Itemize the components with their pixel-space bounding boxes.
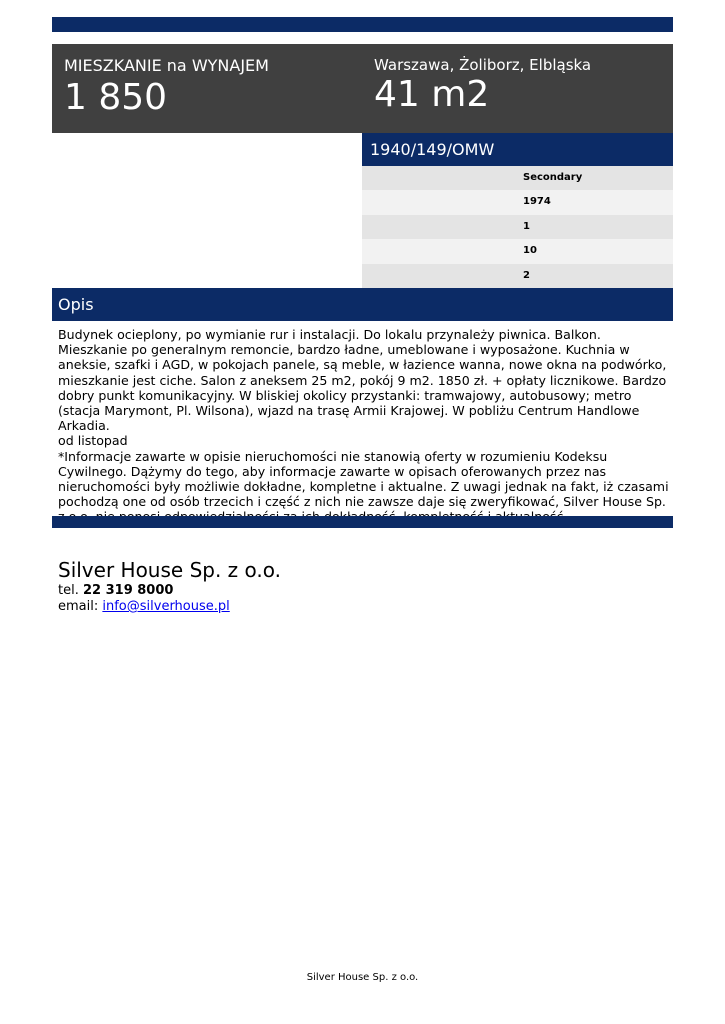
top-divider-bar: [52, 17, 673, 32]
reference-number: 1940/149/OMW: [370, 140, 495, 159]
details-table: [362, 166, 673, 288]
listing-area: 41 m2: [374, 74, 490, 115]
description-paragraph: Budynek ocieplony, po wymianie rur i instalacji. Do lokalu przynależy piwnica. Balkon. Mieszkanie po generalnym remoncie, bardzo ładne, umeblowane i wyposażone. Kuchnia w aneksie, szafki i AGD, w pokojach panele, są meble, w łazience wanna, nowe okna na podwórko, mieszkanie jest ciche. Salon z aneksem 25 m2, pokój 9 m2. 1850 zł. + opłaty licznikowe. Bardzo dobry punkt komunikacyjny. W bliskiej okolicy przystanki: tramwajowy, autobusowy; metro (stacja Marymont, Pl. Wilsona), wjazd na trasę Armii Krajowej. W pobliżu Centrum Handlowe Arkadia.: [58, 327, 667, 434]
listing-type: MIESZKANIE na WYNAJEM: [64, 56, 269, 75]
listing-location: Warszawa, Żoliborz, Elbląska: [374, 56, 592, 74]
phone-number: 22 319 8000: [82, 583, 174, 598]
email-label: email:: [58, 599, 99, 614]
company-contact: [58, 558, 281, 615]
detail-value: 2: [523, 269, 530, 281]
detail-value: 1974: [523, 196, 551, 208]
header-right: [374, 56, 664, 115]
detail-value: 1: [523, 220, 530, 232]
page-footer: Silver House Sp. z o.o.: [306, 972, 419, 983]
description-text: [58, 327, 670, 525]
phone-label: tel.: [58, 583, 79, 598]
company-name: Silver House Sp. z o.o.: [58, 558, 282, 582]
description-availability: od listopad: [58, 433, 128, 449]
reference-bar: [362, 133, 673, 166]
detail-row-floor: [362, 264, 673, 288]
detail-row-floors: [362, 239, 673, 263]
detail-row-market: [362, 166, 673, 190]
detail-row-year: [362, 190, 673, 214]
email-link[interactable]: info@silverhouse.pl: [102, 599, 230, 614]
detail-value: Secondary: [523, 172, 583, 183]
bottom-divider-bar: [52, 516, 673, 528]
description-disclaimer: *Informacje zawarte w opisie nieruchomości nie stanowią oferty w rozumieniu Kodeksu Cywilnego. Dążymy do tego, aby informacje zawarte w opisach oferowanych przez nas nieruchomości były możliwie dokładne, kompletne i aktualne. Z uwagi jednak na fakt, iż czasami pochodzą one od osób trzecich i część z nich nie zawsze daje się zweryfikować, Silver House Sp.: [58, 448, 669, 510]
description-section-bar: [52, 288, 673, 321]
section-title: Opis: [58, 295, 94, 314]
phone-line: [58, 583, 281, 599]
detail-row-rooms: [362, 215, 673, 239]
email-line: [58, 599, 281, 615]
listing-header: [52, 44, 673, 133]
detail-value: 10: [523, 245, 537, 257]
header-left: [64, 56, 354, 118]
listing-price: 1 850: [64, 77, 168, 118]
